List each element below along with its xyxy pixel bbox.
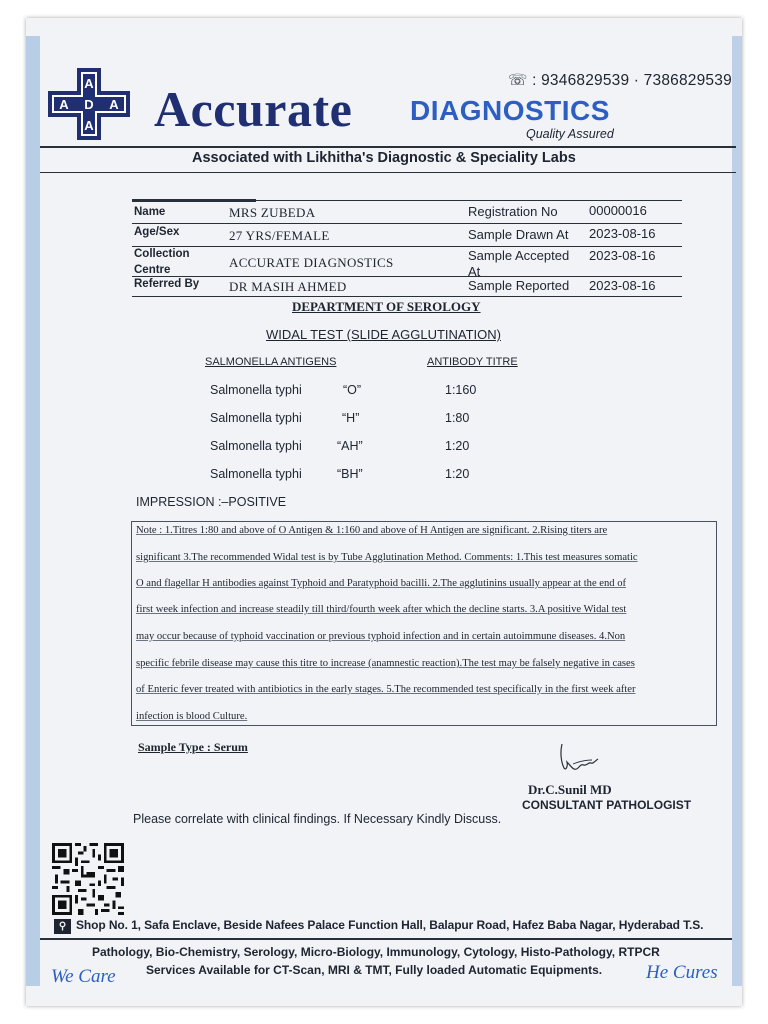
associated-labs: Associated with Likhitha's Diagnostic & Speciality Labs xyxy=(192,150,576,166)
right-blue-border xyxy=(732,36,742,986)
header-divider-bottom xyxy=(40,172,736,173)
antigen-type: “BH” xyxy=(337,467,363,481)
registration-no: 00000016 xyxy=(589,203,647,218)
note-line: infection is blood Culture. xyxy=(136,711,248,722)
footer-divider xyxy=(40,938,732,940)
phone-numbers: ☏ : 9346829539 · 7386829539 xyxy=(508,72,732,89)
note-line: Note : 1.Titres 1:80 and above of O Antigen & 1:160 and above of H Antigen are significant. 2.Rising titers are xyxy=(136,525,608,536)
note-line: may occur because of typhoid vaccination or previous typhoid infection and in certain autoimmune diseases. 4.Non xyxy=(136,631,626,642)
info-rule xyxy=(132,276,682,277)
centre-label: Centre xyxy=(134,264,171,276)
info-top-accent xyxy=(132,199,256,202)
note-line: first week infection and increase steadily till third/fourth week after which the decline starts. 3.A positive Widal test xyxy=(136,604,627,615)
note-line: O and flagellar H antibodies against Typhoid and Paratyphoid bacilli. 2.The agglutinins usually appear at the end of xyxy=(136,578,627,589)
collection-centre: ACCURATE DIAGNOSTICS xyxy=(229,255,394,270)
sample-accepted: 2023-08-16 xyxy=(589,248,656,263)
referred-by: DR MASIH AHMED xyxy=(229,279,347,294)
accepted-label: Sample Accepted xyxy=(468,248,570,263)
antigen-type: “O” xyxy=(343,383,362,397)
department-title: DEPARTMENT OF SEROLOGY xyxy=(292,299,481,314)
logo-letter: A xyxy=(109,97,119,112)
services-list: Pathology, Bio-Chemistry, Serology, Micro-Biology, Immunology, Cytology, Histo-Pathology, RTPCR xyxy=(92,945,660,959)
correlate-note: Please correlate with clinical findings. If Necessary Kindly Discuss. xyxy=(133,812,502,826)
test-title: WIDAL TEST (SLIDE AGGLUTINATION) xyxy=(266,327,502,342)
name-label: Name xyxy=(134,206,166,218)
antigen-name: Salmonella typhi xyxy=(210,411,302,425)
antigen-name: Salmonella typhi xyxy=(210,383,302,397)
tagline: Quality Assured xyxy=(526,127,614,141)
brand-subtitle: DIAGNOSTICS xyxy=(410,95,610,126)
info-rule xyxy=(132,246,682,247)
logo-letter: A xyxy=(59,97,69,112)
services-equipment: Services Available for CT-Scan, MRI & TMT, Fully loaded Automatic Equipments. xyxy=(146,963,603,977)
centre-label: Collection xyxy=(134,248,190,260)
lab-address: Shop No. 1, Safa Enclave, Beside Nafees Palace Function Hall, Balapur Road, Hafez Baba Nagar, Hyderabad T.S. xyxy=(76,918,704,932)
patient-age: 27 YRS/FEMALE xyxy=(229,228,330,243)
logo-letter: D xyxy=(84,97,94,112)
left-blue-border xyxy=(26,36,40,986)
doctor-name: Dr.C.Sunil MD xyxy=(528,782,612,797)
logo-letter: A xyxy=(84,76,94,91)
note-line: significant 3.The recommended Widal test is by Tube Agglutination Method. Comments: 1.This test measures somatic xyxy=(136,552,638,563)
he-cures-slogan: He Cures xyxy=(646,962,718,983)
sample-drawn: 2023-08-16 xyxy=(589,226,656,241)
header-divider xyxy=(40,146,736,148)
antigen-name: Salmonella typhi xyxy=(210,439,302,453)
titre-column-header: ANTIBODY TITRE xyxy=(427,356,518,368)
age-label: Age/Sex xyxy=(134,226,180,238)
antigens-column-header: SALMONELLA ANTIGENS xyxy=(205,356,337,368)
brand-name: Accurate xyxy=(154,81,353,137)
antigen-titre: 1:160 xyxy=(445,383,477,397)
info-rule xyxy=(132,296,682,297)
drawn-label: Sample Drawn At xyxy=(468,227,569,242)
antigen-titre: 1:20 xyxy=(445,467,470,481)
doctor-title: CONSULTANT PATHOLOGIST xyxy=(522,798,692,812)
sample-reported: 2023-08-16 xyxy=(589,278,656,293)
referred-label: Referred By xyxy=(134,278,200,290)
impression: IMPRESSION :–POSITIVE xyxy=(136,495,287,509)
antigen-titre: 1:20 xyxy=(445,439,470,453)
note-line: of Enteric fever treated with antibiotics in the early stages. 5.The recommended test specifically in the first week after xyxy=(136,684,636,695)
accepted-label: At xyxy=(468,264,481,279)
info-rule xyxy=(132,223,682,224)
reported-label: Sample Reported xyxy=(468,278,570,293)
patient-name: MRS ZUBEDA xyxy=(229,205,316,220)
qr-code xyxy=(52,843,124,915)
antigen-type: “H” xyxy=(342,411,360,425)
antigen-titre: 1:80 xyxy=(445,411,470,425)
sample-type: Sample Type : Serum xyxy=(138,740,248,754)
doctor-signature xyxy=(558,742,600,774)
ada-cross-logo xyxy=(47,67,131,141)
registration-label: Registration No xyxy=(468,204,558,219)
location-icon: ⚲ xyxy=(54,919,71,934)
antigen-name: Salmonella typhi xyxy=(210,467,302,481)
antigen-type: “AH” xyxy=(337,439,363,453)
note-line: specific febrile disease may cause this titre to increase (anamnestic reaction).The test may be falsely negative in cases xyxy=(136,658,635,669)
logo-letter: A xyxy=(84,118,94,133)
we-care-slogan: We Care xyxy=(51,966,116,987)
report-sheet xyxy=(26,18,742,1006)
